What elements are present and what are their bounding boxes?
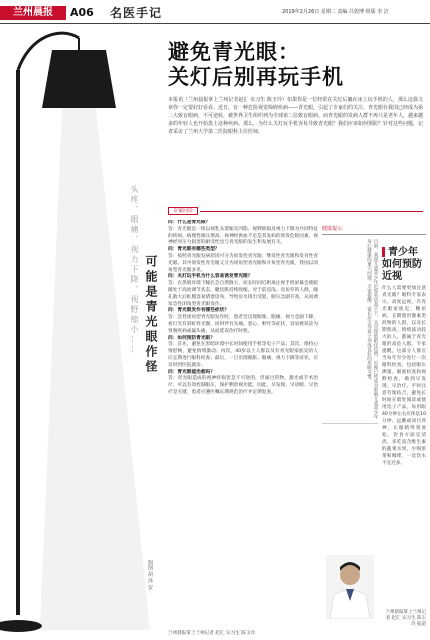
publication-info: 2019年2月26日 星期二 责编 吕敦博 组版 李 洁: [282, 9, 389, 15]
sidebar-vertical-text: 目前，我国儿童青少年近视率居高不下，且呈现低龄化趋势，近视已经成为影响儿童青少年身心健康的重大问题。专家提醒，家长应引导孩子养成良好的用眼习惯。: [366, 239, 378, 419]
sidebar-headline: 可能是青光眼作怪: [144, 255, 158, 375]
sidebar-caption: 兰州晨报掌上兰州记者 赵汇 实习生 陈玉玲 报道: [385, 610, 426, 627]
doctor-portrait: [326, 555, 374, 619]
lamp-base: [0, 620, 42, 632]
article-body: [168, 220, 318, 632]
sidebar-title-text: 青少年如何预防近视: [382, 247, 422, 282]
headline-line-2: 关灯后别再玩手机: [168, 65, 344, 89]
qa-question: 问：青光眼能治愈吗？: [168, 369, 215, 375]
sidebar-rule: [322, 234, 426, 235]
sidebar-separator: [322, 423, 378, 424]
header-divider: [0, 23, 430, 24]
lamp-neck: [78, 38, 80, 50]
qa-answer: 答：按照青光眼发病原因可分为原发性青光眼、继发性青光眼和发育性青光眼。其中原发性青光眼又分为闭角型青光眼和开角型青光眼，我国以闭角型青光眼多见。: [168, 253, 318, 273]
section-tag: 专家问诊: [168, 207, 198, 215]
illustration-credit: 制图 胡 泽 安: [147, 560, 153, 590]
section-title: 名医手记: [110, 6, 163, 20]
sidebar-title: [382, 247, 426, 283]
qa-answer: 答：在黑暗环境下瞳孔会自然散大，而长时间近距离注视手机屏幕会使眼睛处于高度调节状态，睫状肌持续收缩，对于前房浅、房角窄的人群，瞳孔散大后虹膜容易堵塞房角，导致房水排出受阻，眼压急剧升高，从而诱发急性闭角型青光眼发作。: [168, 281, 318, 307]
lamp-pole: [16, 70, 20, 615]
article-byline: 兰州晨报掌上兰州记者 赵汇 实习生 陈玉玲: [168, 631, 256, 636]
qa-answer: 答：急性闭角型青光眼发作时，患者会出现眼胀、眼痛、视力急剧下降、看灯光有彩虹样光圈，同时伴有头痛、恶心、呕吐等症状，容易被误诊为胃肠疾病或偏头痛，从而延误治疗时机。: [168, 315, 318, 334]
headline-line-1: 避免青光眼：: [168, 40, 300, 64]
page-number: A06: [70, 6, 94, 19]
title-accent-bar: [382, 247, 385, 257]
qa-question: 问：什么是青光眼？: [168, 220, 211, 225]
qa-question: 问：青光眼有哪些类型？: [168, 247, 220, 253]
qa-answer: 答：青光眼是一组以视乳头萎缩及凹陷、视野缺损及视力下降为共同特征的疾病。病理性眼压增高、视神经供血不足是其发病的原发危险因素，视神经对压力损害的耐受性也与青光眼的发生和发展有关。: [168, 226, 318, 246]
qa-answer: 答：青光眼造成的视神经损害是不可逆的，但通过药物、激光或手术治疗，可以有效控制眼压，保护剩余视功能。因此，早发现、早诊断、早治疗是关键，患者应遵医嘱长期规范治疗并定期复查。: [168, 376, 318, 395]
right-sidebar: [322, 225, 426, 630]
qa-question: 问：如何预防青光眼？: [168, 335, 215, 341]
newspaper-logo: 兰州晨报: [0, 6, 66, 20]
section-bar-rule: [200, 211, 423, 212]
masthead: [0, 0, 430, 27]
sidebar-teaser: 头疼、眼痛、视力下降、视野缩小……: [130, 185, 139, 355]
lamp-shade: [42, 50, 116, 108]
qa-question: 问：青光眼发作有哪些症状？: [168, 308, 229, 314]
qa-question: 问：关灯玩手机为什么容易诱发青光眼？: [168, 274, 253, 280]
qa-answer: 答：首先，避免在黑暗环境中长时间使用手机等电子产品；其次，保持心情舒畅，避免情绪激动；再次，40岁以上人群以及有青光眼家族史的人应定期进行眼科检查；最后，一旦出现眼胀、眼痛、视力下降等症状，应及时到医院就诊。: [168, 342, 318, 368]
section-bar: [168, 206, 423, 216]
sidebar-body: 什么人需要更加注意青光眼？眼科专家表示，高度远视、有青光眼家族史、糖尿病、长期使用激素类药物的人群，以及长期熬夜、情绪波动较大的人，都属于青光眼的高危人群。专家提醒，这部分人群应当每年至少进行一次眼科检查，包括眼压测量、眼底检查和视野检查，做到早发现、早治疗。平时注意劳逸结合，避免长时间在暗处阅读或使用电子产品，每用眼40分钟左右应休息10分钟，远眺或闭目养神，让眼睛得到放松。饮食方面宜清淡，多吃富含维生素的蔬菜水果，少喝浓茶和咖啡，一次饮水不宜过多。: [382, 286, 426, 466]
main-headline: [168, 40, 423, 90]
article-lead: 本报讯（兰州晨报掌上兰州记者赵汇 实习生 陈玉玲）如果你是一位经常在关灯后躺在床上玩手机的人，那么这篇文章你一定要好好看看。近日，有一种危险视觉障碍疾病——青光眼，引起了专家们的关注。青光眼在我国已经成为第二大致盲眼病，不可逆转，被世界卫生组织列为全球第二位致盲眼病。而青光眼的发病人群不再只是老年人，越来越多的年轻人也开始患上这种疾病。那么，为什么关灯玩手机容易导致青光眼？我们应该如何预防？针对这些问题，记者采访了兰州大学第二医院眼科主任医师。: [168, 97, 424, 135]
sidebar-tag: 健康提示: [322, 226, 343, 232]
